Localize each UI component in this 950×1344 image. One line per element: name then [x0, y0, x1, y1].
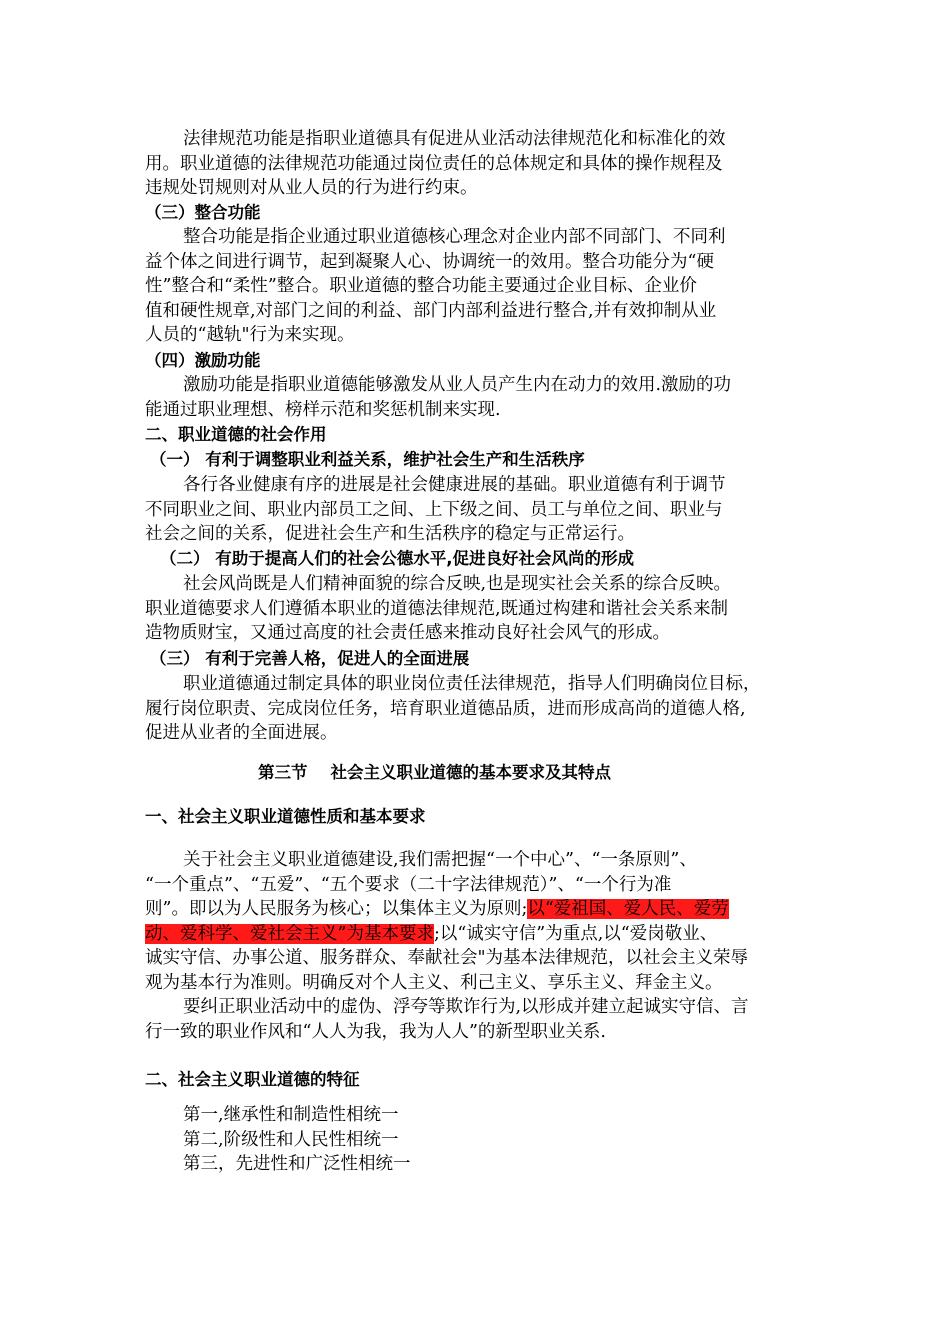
text-line: 益个体之间进行调节，起到凝聚人心、协调统一的效用。整合功能分为“硬 [145, 251, 714, 272]
highlighted-text: 动、爱科学、爱社会主义”为基本要求 [145, 923, 434, 944]
heading-basic-requirements: 一、社会主义职业道德性质和基本要求 [145, 807, 426, 826]
features-list [183, 1103, 411, 1177]
text-line: 法律规范功能是指职业道德具有促进从业活动法律规范化和标准化的效 [183, 129, 726, 149]
text-line: 社会风尚既是人们精神面貌的综合反映,也是现实社会关系的综合反映。 [183, 574, 732, 594]
paragraph-incentive-function [145, 373, 731, 422]
text-span: ;以“诚实守信”为重点,以“爱岗敬业、 [433, 923, 718, 944]
text-line: 性”整合和“柔性”整合。职业道德的整合功能主要通过企业目标、企业价 [145, 276, 697, 296]
text-line: 履行岗位职责、完成岗位任务，培育职业道德品质，进而形成高尚的道德人格, [145, 698, 746, 719]
highlighted-text: 以“爱祖国、爱人民、爱劳 [527, 899, 729, 919]
text-line: 人员的“越轨"行为来实现。 [145, 325, 355, 345]
section-title: 第三节 社会主义职业道德的基本要求及其特点 [258, 763, 611, 782]
text-line: 职业道德通过制定具体的职业岗位责任法律规范，指导人们明确岗位目标， [183, 674, 761, 694]
heading-integrate-function: （三）整合功能 [145, 203, 261, 222]
text-line: 各行各业健康有序的进展是社会健康进展的基础。职业道德有利于调节 [183, 475, 726, 495]
heading-features: 二、社会主义职业道德的特征 [145, 1070, 360, 1089]
heading-social-role: 二、职业道德的社会作用 [145, 425, 327, 444]
text-line: 关于社会主义职业道德建设,我们需把握“一个中心”、“一条原则”、 [183, 850, 697, 870]
list-item: 第一,继承性和制造性相统一 [183, 1105, 399, 1125]
text-line [145, 922, 748, 947]
text-line: 职业道德要求人们遵循本职业的道德法律规范,既通过构建和谐社会关系来制 [145, 598, 729, 619]
paragraph-basic-requirements [145, 848, 748, 995]
paragraph-social-1 [145, 473, 726, 547]
paragraph-social-2 [145, 572, 731, 646]
list-item: 第二,阶级性和人民性相统一 [183, 1129, 399, 1150]
text-line [145, 897, 748, 922]
paragraph-correct-behavior [145, 995, 749, 1044]
text-line: 促进从业者的全面进展。 [145, 723, 338, 743]
paragraph-integrate-function [145, 225, 726, 348]
text-line: 整合功能是指企业通过职业道德核心理念对企业内部不同部门、不同利 [183, 227, 726, 247]
text-line: 不同职业之间、职业内部员工之间、上下级之间、员工与单位之间、职业与 [145, 499, 723, 520]
text-line: 造物质财宝，又通过高度的社会责任感来推动良好社会风气的形成。 [145, 623, 670, 643]
text-line: 用。职业道德的法律规范功能通过岗位责任的总体规定和具体的操作规程及 [145, 153, 723, 174]
paragraph-social-3 [145, 672, 761, 746]
text-span: 则”。即以为人民服务为核心；以集体主义为原则; [145, 899, 528, 919]
text-line: 能通过职业理想、榜样示范和奖惩机制来实现. [145, 399, 501, 420]
text-line: 违规处罚规则对从业人员的行为进行约束。 [145, 178, 478, 198]
text-line: “一个重点”、“五爱”、“五个要求（二十字法律规范）”、“一个行为准 [145, 874, 672, 895]
heading-social-2: （二） 有助于提高人们的社会公德水平,促进良好社会风尚的形成 [160, 549, 635, 568]
heading-incentive-function: （四）激励功能 [145, 351, 261, 370]
text-line: 值和硬性规章,对部门之间的利益、部门内部利益进行整合,并有效抑制从业 [145, 300, 717, 321]
text-line: 观为基本行为准则。明确反对个人主义、利己主义、享乐主义、拜金主义。 [145, 972, 723, 993]
text-line: 社会之间的关系，促进社会生产和生活秩序的稳定与正常运行。 [145, 524, 635, 544]
text-line: 要纠正职业活动中的虚伪、浮夸等欺诈行为,以形成并建立起诚实守信、言 [183, 997, 749, 1017]
heading-social-3: （三） 有利于完善人格，促进人的全面进展 [150, 649, 470, 668]
paragraph-legal-function [145, 127, 726, 201]
list-item: 第三，先进性和广泛性相统一 [183, 1154, 411, 1174]
heading-social-1: （一） 有利于调整职业利益关系，维护社会生产和生活秩序 [150, 450, 585, 469]
text-line: 激励功能是指职业道德能够激发从业人员产生内在动力的效用.激励的功 [183, 375, 732, 395]
text-line: 行一致的职业作风和“人人为我，我为人人”的新型职业关系. [145, 1021, 606, 1042]
text-line: 诚实守信、办事公道、服务群众、奉献社会"为基本法律规范，以社会主义荣辱 [145, 948, 749, 968]
